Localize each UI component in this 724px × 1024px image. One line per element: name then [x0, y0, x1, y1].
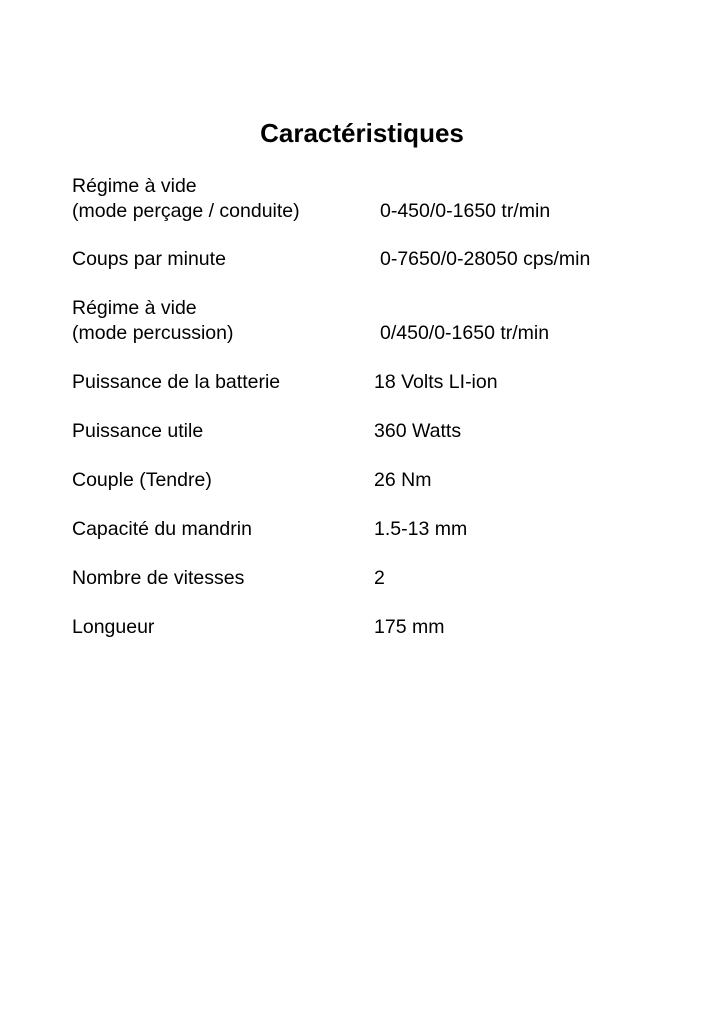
spec-label: Coups par minute: [72, 248, 226, 270]
spec-label: [72, 296, 233, 345]
spec-value: 175 mm: [374, 616, 445, 638]
spec-label-line2: (mode perçage / conduite): [72, 199, 300, 222]
spec-label: Nombre de vitesses: [72, 567, 245, 589]
spec-value: 1.5-13 mm: [374, 518, 468, 540]
spec-value: 0-450/0-1650 tr/min: [380, 199, 551, 222]
spec-label: Puissance de la batterie: [72, 371, 281, 393]
spec-label-line1: Régime à vide: [72, 175, 197, 197]
spec-value: 0/450/0-1650 tr/min: [380, 321, 550, 344]
spec-label: Couple (Tendre): [72, 469, 212, 491]
spec-value: 18 Volts LI-ion: [374, 371, 498, 393]
spec-value: 360 Watts: [374, 420, 462, 442]
spec-label: [72, 174, 300, 223]
spec-label: Puissance utile: [72, 420, 204, 442]
spec-value: 2: [374, 567, 385, 589]
spec-label-line2: (mode percussion): [72, 321, 234, 344]
spec-label: Capacité du mandrin: [72, 518, 252, 540]
page-title: Caractéristiques: [260, 118, 464, 148]
spec-label-line1: Régime à vide: [72, 297, 197, 319]
spec-value: 26 Nm: [374, 469, 432, 491]
spec-label: Longueur: [72, 616, 155, 638]
spec-value: 0-7650/0-28050 cps/min: [380, 248, 591, 270]
